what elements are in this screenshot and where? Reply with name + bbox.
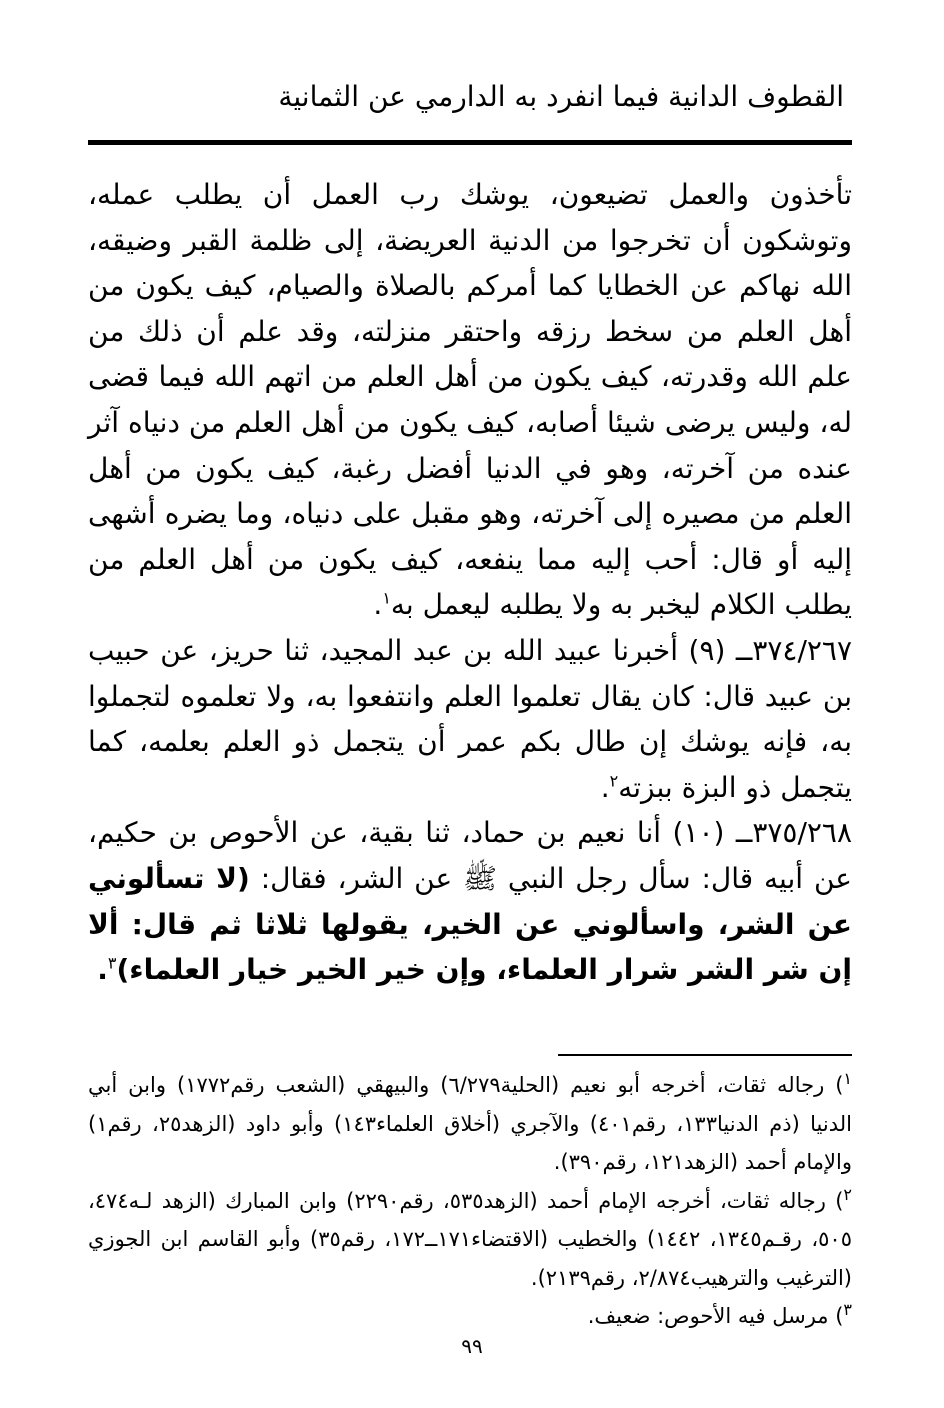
paragraph-text: ٣٧٤/٢٦٧ــ (٩) أخبرنا عبيد الله بن عبد المجيد، ثنا حريز، عن حبيب بن عبيد قال: كان يقال تعلموا العلم وانتفعوا به، ولا تعلموه لتجملوا به، فإنه يوشك إن طال بكم عمر أن يتجمل ذو العلم بعلمه، كما يتجمل ذو البزة ببزته	[88, 633, 852, 804]
page-number: ٩٩	[461, 1334, 483, 1358]
hadith-paragraph	[88, 810, 852, 992]
footnote-reference: ١	[382, 589, 391, 609]
paragraph-text: ٣٧٥/٢٦٨ــ (١٠) أنا نعيم بن حماد، ثنا بقية، عن الأحوص بن حكيم، عن أبيه قال: سأل رجل النبي ﷺ عن الشر، فقال:	[88, 816, 852, 895]
footnote-text: ) رجاله ثقات، أخرجه أبو نعيم (الحلية٦/٢٧٩) والبيهقي (الشعب رقم١٧٧٢) وابن أبي الدنيا (ذم الدنيا١٣٣، رقم٤٠١) والآجري (أخلاق العلماء١٤٣) وأبو داود (الزهد٢٥، رقم١) والإمام أحمد (الزهد١٢١، رقم٣٩٠).	[88, 1073, 852, 1174]
main-text	[88, 172, 852, 993]
footnotes-section	[88, 1066, 852, 1336]
paragraph-end-punct: .	[97, 953, 108, 987]
footnote-1	[88, 1066, 852, 1182]
footnote-reference: ٢	[609, 771, 619, 791]
footnote-3	[88, 1297, 852, 1336]
running-header	[84, 78, 844, 116]
footnote-2	[88, 1182, 852, 1298]
hadith-paragraph	[88, 628, 852, 810]
footnote-mark: ١	[843, 1069, 853, 1088]
footnote-divider	[558, 1054, 852, 1056]
footnote-reference: ٣	[107, 953, 117, 973]
paragraph-end-punct: .	[373, 588, 383, 622]
footnote-text: ) رجاله ثقات، أخرجه الإمام أحمد (الزهد٥٣٥، رقم٢٢٩٠) وابن المبارك (الزهد لـه٤٧٤، ٥٠٥، رقـم١٣٤٥، ١٤٤٢) والخطيب (الاقتضاء١٧١ــ١٧٢، رقم٣٥) وأبو القاسم ابن الجوزي (الترغيب والترهيب٢/٨٧٤، رقم٢١٣٩).	[88, 1188, 852, 1290]
footnote-mark: ٣	[843, 1300, 852, 1319]
paragraph-text: تأخذون والعمل تضيعون، يوشك رب العمل أن يطلب عمله، وتوشكون أن تخرجوا من الدنية العريضة، إلى ظلمة القبر وضيقه، الله نهاكم عن الخطايا كما أمركم بالصلاة والصيام، كيف يكون من أهل العلم من سخط رزقه واحتقر منزلته، وقد علم أن ذلك من علم الله وقدرته، كيف يكون من أهل العلم من اتهم الله فيما قضى له، وليس يرضى شيئا أصابه، كيف يكون من أهل العلم من دنياه آثر عنده من آخرته، وهو في الدنيا أفضل رغبة، كيف يكون من أهل العلم من مصيره إلى آخرته، وهو مقبل على دنياه، وما يضره أشهى إليه أو قال: أحب إليه مما ينفعه، كيف يكون من أهل العلم من يطلب الكلام ليخبر به ولا يطلبه ليعمل به	[88, 178, 852, 622]
book-title: القطوف الدانية فيما انفرد به الدارمي عن الثمانية	[278, 80, 844, 113]
footnote-text: ) مرسل فيه الأحوص: ضعيف.	[587, 1304, 844, 1328]
header-divider	[88, 140, 852, 145]
prophetic-quote: (لا تسألوني عن الشر، واسألوني عن الخير، يقولها ثلاثا ثم قال: ألا إن شر الشر شرار العلماء، وإن خير الخير خيار العلماء)	[88, 861, 852, 987]
paragraph-end-punct: .	[600, 770, 610, 804]
paragraph-continuation	[88, 172, 852, 628]
footnote-mark: ٢	[843, 1184, 852, 1204]
